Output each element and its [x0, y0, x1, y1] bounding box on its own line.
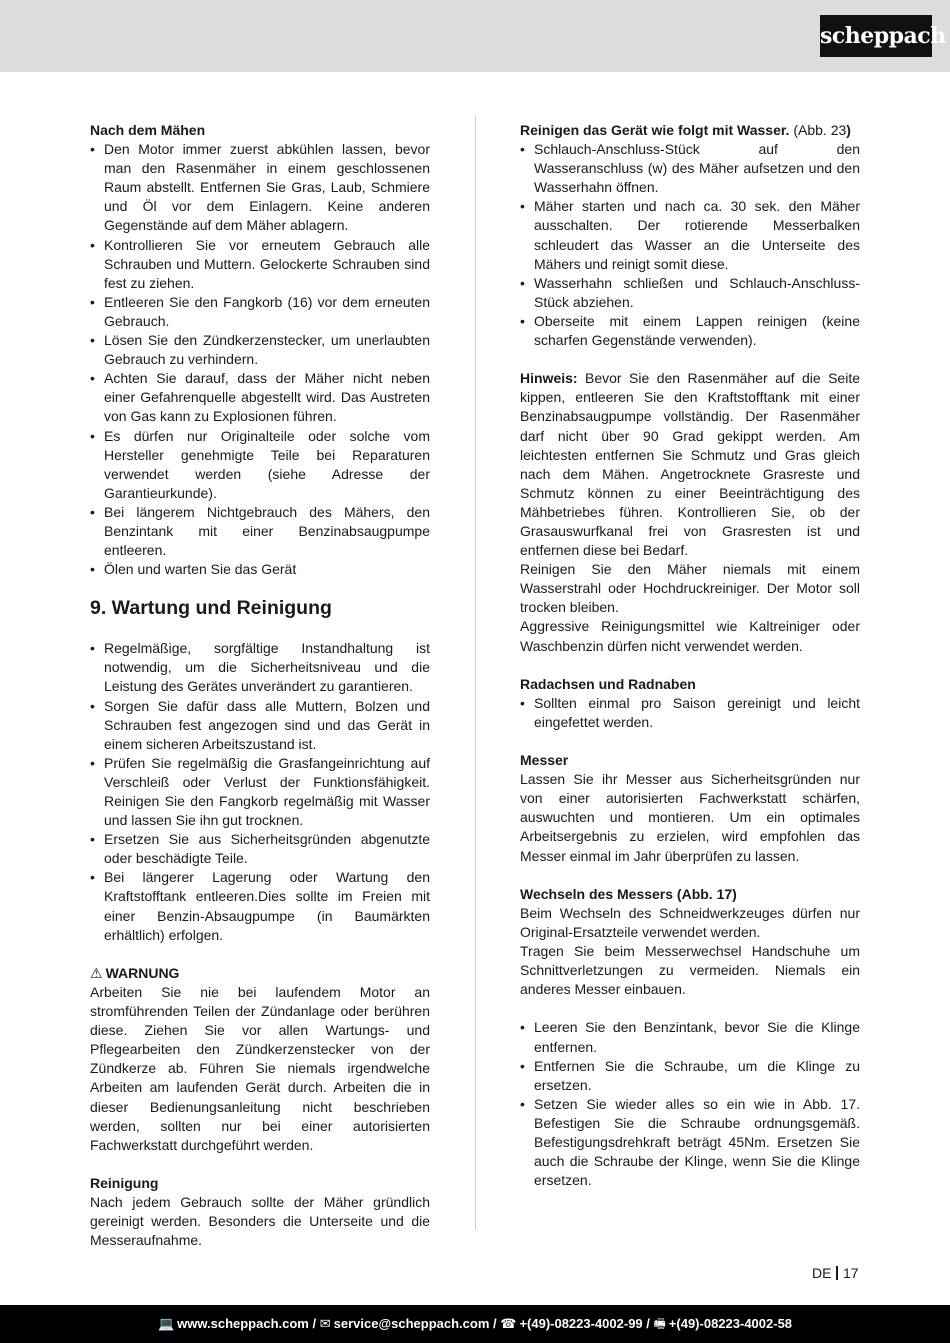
fax-icon: 🖷: [653, 1316, 666, 1331]
blade-change-paragraph-1: Beim Wechseln des Schneidwerkzeuges dürfen nur Original-Ersatzteile verwendet werden.: [520, 904, 860, 940]
list-item: • Sollten einmal pro Saison gereinigt und leicht eingefettet werden.: [520, 694, 860, 732]
footer-separator: /: [489, 1316, 501, 1331]
list-item: • Sorgen Sie dafür dass alle Muttern, Bolzen und Schrauben fest angezogen sind und das Gerät in einem sicheren Arbeitszustand ist.: [90, 697, 430, 754]
list-item: • Kontrollieren Sie vor erneutem Gebrauch alle Schrauben und Muttern. Gelockerte Schrauben sind fest zu ziehen.: [90, 236, 430, 293]
list-item: • Bei längerem Nichtgebrauch des Mähers, den Benzintank mit einer Benzinabsaugpumpe entleeren.: [90, 503, 430, 560]
footer-phone: +(49)-08223-4002-99: [519, 1316, 643, 1331]
list-item: • Setzen Sie wieder alles so ein wie in Abb. 17. Befestigen Sie die Schraube ordnungsgemäß. Befestigungsdrehkraft beträgt 45Nm. Ersetzen Sie auch die Schraube der Klinge, wenn Sie die Klinge ersetzen.: [520, 1095, 860, 1190]
blade-text: Lassen Sie ihr Messer aus Sicherheitsgründen nur von einer autorisierten Fachwerkstatt schärfen, auswuchten und montieren. Um ein optimales Arbeitsergebnis zu erzielen, wird empfohlen das Messer einmal im Jahr überprüfen zu lassen.: [520, 771, 860, 864]
water-heading-close: ): [846, 122, 851, 138]
section-title: 9. Wartung und Reinigung: [90, 597, 332, 620]
list-item: • Entfernen Sie die Schraube, um die Klinge zu ersetzen.: [520, 1057, 860, 1095]
cleaning-heading: Reinigung: [90, 1174, 159, 1191]
blade-heading: Messer: [520, 752, 569, 769]
list-item: • Ölen und warten Sie das Gerät: [90, 560, 430, 579]
footer-separator: /: [642, 1316, 654, 1331]
footer-email[interactable]: service@scheppach.com: [333, 1316, 490, 1331]
list-item: • Es dürfen nur Originalteile oder solche vom Hersteller genehmigte Teile bei Reparaturen verwendet werden (siehe Adresse der Garantieurkunde).: [90, 427, 430, 503]
page-number-value: 17: [842, 1265, 859, 1281]
warning-heading: [90, 964, 430, 983]
warning-label: WARNUNG: [105, 964, 180, 981]
list-item: • Oberseite mit einem Lappen reinigen (keine scharfen Gegenstände verwenden).: [520, 312, 860, 350]
list-item: • Mäher starten und nach ca. 30 sek. den Mäher ausschalten. Der rotierende Messerbalken schleudert das Wasser an die Unterseite des Mähers und reinigt somit diese.: [520, 197, 860, 273]
right-column: [520, 121, 860, 1190]
note-paragraph-2: Reinigen Sie den Mäher niemals mit einem Wasserstrahl oder Hochdruckreiniger. Der Motor soll trocken bleiben.: [520, 561, 860, 616]
page-number: [812, 1265, 859, 1281]
note-text: Bevor Sie den Rasenmäher auf die Seite kippen, entleeren Sie den Kraftstofftank mit einer Benzinabsaugpumpe vollständig. Der Rasenmäher darf nicht über 90 Grad gekippt werden. Am leichtesten entfernen Sie Schmutz und Gras gleich nach dem Mähen. Angetrocknete Grasreste und Schmutz können zu einer Beeinträchtigung des Mähbetriebes führen. Kontrollieren Sie, ob der Grasauswurfkanal frei von Grasresten ist und entfernen diese bei Bedarf.: [520, 370, 860, 559]
blade-change-heading: Wechseln des Messers (Abb. 17): [520, 885, 737, 902]
computer-icon: 💻: [157, 1316, 175, 1331]
note-label: Hinweis:: [520, 370, 578, 387]
page-header: [0, 0, 950, 72]
footer-website[interactable]: www.scheppach.com: [177, 1316, 309, 1331]
maintenance-list: [90, 639, 430, 945]
cleaning-text: Nach jedem Gebrauch sollte der Mäher gründlich gereinigt werden. Besonders die Unterseite und die Messeraufnahme.: [90, 1193, 430, 1249]
note-paragraph: [520, 369, 860, 560]
list-item: • Wasserhahn schließen und Schlauch-Anschluss-Stück abziehen.: [520, 274, 860, 312]
after-mowing-list: [90, 140, 430, 579]
list-item: • Prüfen Sie regelmäßig die Grasfangeinrichtung auf Verschleiß oder Verlust der Funktionsfähigkeit. Reinigen Sie den Fangkorb regelmäßig mit Wasser und lassen Sie ihn gut trocknen.: [90, 754, 430, 830]
axles-list: [520, 694, 860, 732]
list-item: • Achten Sie darauf, dass der Mäher nicht neben einer Gefahrenquelle abgestellt wird. Das Austreten von Gas kann zu Explosionen führen.: [90, 369, 430, 426]
column-divider: [475, 115, 476, 1230]
page-language: DE: [812, 1265, 832, 1281]
water-heading-ref: (Abb. 23: [789, 122, 847, 138]
list-item: • Leeren Sie den Benzintank, bevor Sie die Klinge entfernen.: [520, 1018, 860, 1056]
list-item: • Regelmäßige, sorgfältige Instandhaltung ist notwendig, um die Sicherheitsniveau und die Leistung des Gerätes unverändert zu garantieren.: [90, 639, 430, 696]
warning-triangle-icon: ⚠: [90, 964, 103, 981]
blade-change-list: [520, 1018, 860, 1190]
water-cleaning-list: [520, 140, 860, 350]
list-item: • Lösen Sie den Zündkerzenstecker, um unerlaubten Gebrauch zu verhindern.: [90, 331, 430, 369]
list-item: • Den Motor immer zuerst abkühlen lassen, bevor man den Rasenmäher in einem geschlossenen Raum abstellt. Entfernen Sie Gras, Laub, Schmiere und Öl vor dem Einlagern. Keine anderen Gegenstände auf dem Mäher ablagern.: [90, 140, 430, 235]
footer-separator: /: [308, 1316, 320, 1331]
scheppach-logo: scheppach: [820, 15, 932, 57]
page-footer: [0, 1305, 950, 1343]
water-heading-text: Reinigen das Gerät wie folgt mit Wasser.: [520, 122, 790, 138]
list-item: • Entleeren Sie den Fangkorb (16) vor dem erneuten Gebrauch.: [90, 293, 430, 331]
note-paragraph-3: Aggressive Reinigungsmittel wie Kaltreiniger oder Waschbenzin dürfen nicht verwendet werden.: [520, 618, 860, 654]
page-number-separator: [836, 1266, 838, 1280]
warning-text: Arbeiten Sie nie bei laufendem Motor an stromführenden Teilen der Zündanlage oder berühren diese. Ziehen Sie vor allen Wartungs- und Pflegearbeiten den Zündkerzenstecker von der Zündkerze ab. Führen Sie niemals irgendwelche Arbeiten am laufenden Gerät durch. Arbeiten die in dieser Bedienungsanleitung nicht beschrieben werden, sollten nur bei einer autorisierten Fachwerkstatt durchgeführt werden.: [90, 983, 430, 1153]
envelope-icon: ✉: [319, 1316, 331, 1331]
water-cleaning-heading: [520, 121, 860, 140]
list-item: • Schlauch-Anschluss-Stück auf den Wasseranschluss (w) des Mäher aufsetzen und den Wasserhahn öffnen.: [520, 140, 860, 197]
after-mowing-heading: Nach dem Mähen: [90, 122, 206, 138]
axles-heading: Radachsen und Radnaben: [520, 675, 696, 692]
list-item: • Ersetzen Sie aus Sicherheitsgründen abgenutzte oder beschädigte Teile.: [90, 830, 430, 868]
list-item: • Bei längerer Lagerung oder Wartung den Kraftstofftank entleeren.Dies sollte im Freien mit einer Benzin-Absaugpumpe (in Baumärkten erhältlich) erfolgen.: [90, 868, 430, 944]
left-column: [90, 121, 430, 1250]
blade-change-paragraph-2: Tragen Sie beim Messerwechsel Handschuhe um Schnittverletzungen zu vermeiden. Niemals ein anderes Messer einbauen.: [520, 943, 860, 998]
footer-fax: +(49)-08223-4002-58: [668, 1316, 793, 1331]
phone-icon: ☎: [500, 1316, 517, 1331]
